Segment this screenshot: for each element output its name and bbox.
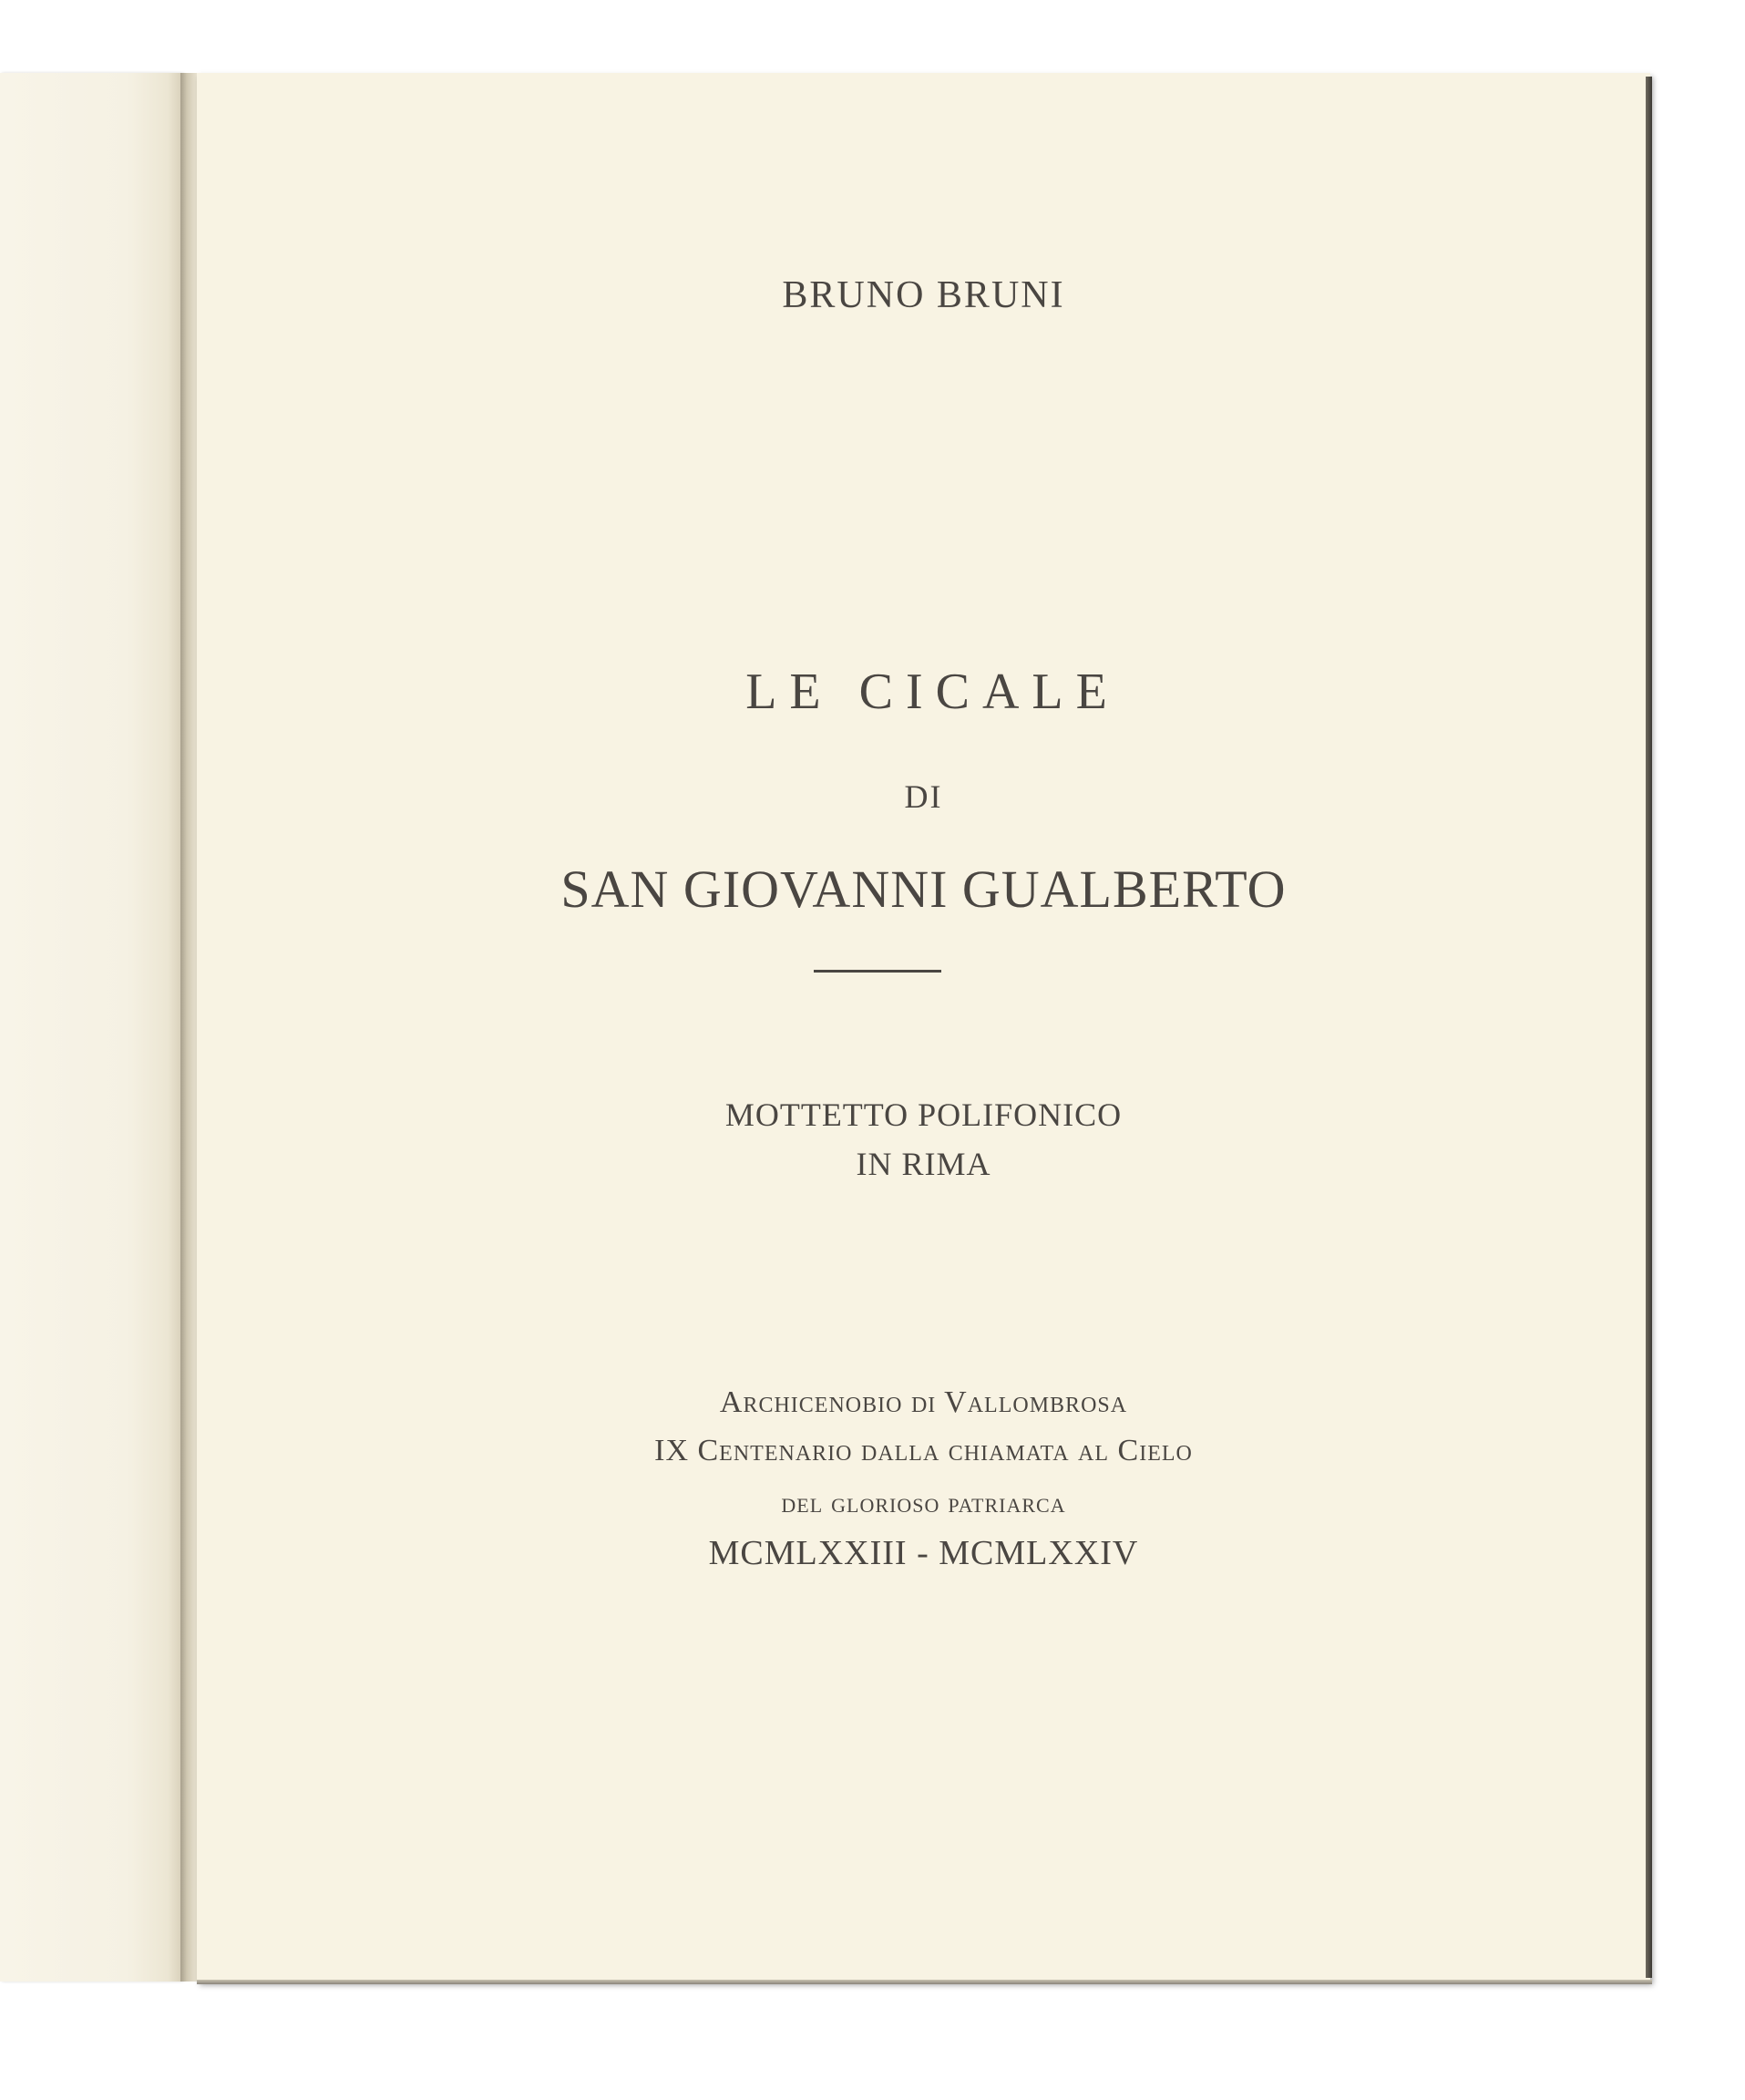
title-connector: DI [904,778,943,815]
imprint-line-3: del glorioso patriarca [781,1486,1066,1518]
page-edge-bottom [197,1980,1652,1984]
left-page [0,73,182,1982]
book-title: LE CICALE [745,664,1120,720]
title-rule-divider [814,970,941,973]
subtitle-line-2: IN RIMA [856,1146,991,1182]
imprint-dates: MCMLXXIII - MCMLXXIV [708,1534,1139,1572]
subtitle-line-1: MOTTETTO POLIFONICO [724,1096,1123,1133]
title-page [197,73,1650,1982]
page-edge-right [1646,77,1652,1978]
book-spine [180,73,199,1982]
book-subject: SAN GIOVANNI GUALBERTO [560,860,1287,919]
author-name: BRUNO BRUNI [782,274,1065,316]
imprint-line-1: Archicenobio di Vallombrosa [719,1385,1128,1419]
imprint-line-2: IX Centenario dalla chiamata al Cielo [654,1434,1193,1467]
